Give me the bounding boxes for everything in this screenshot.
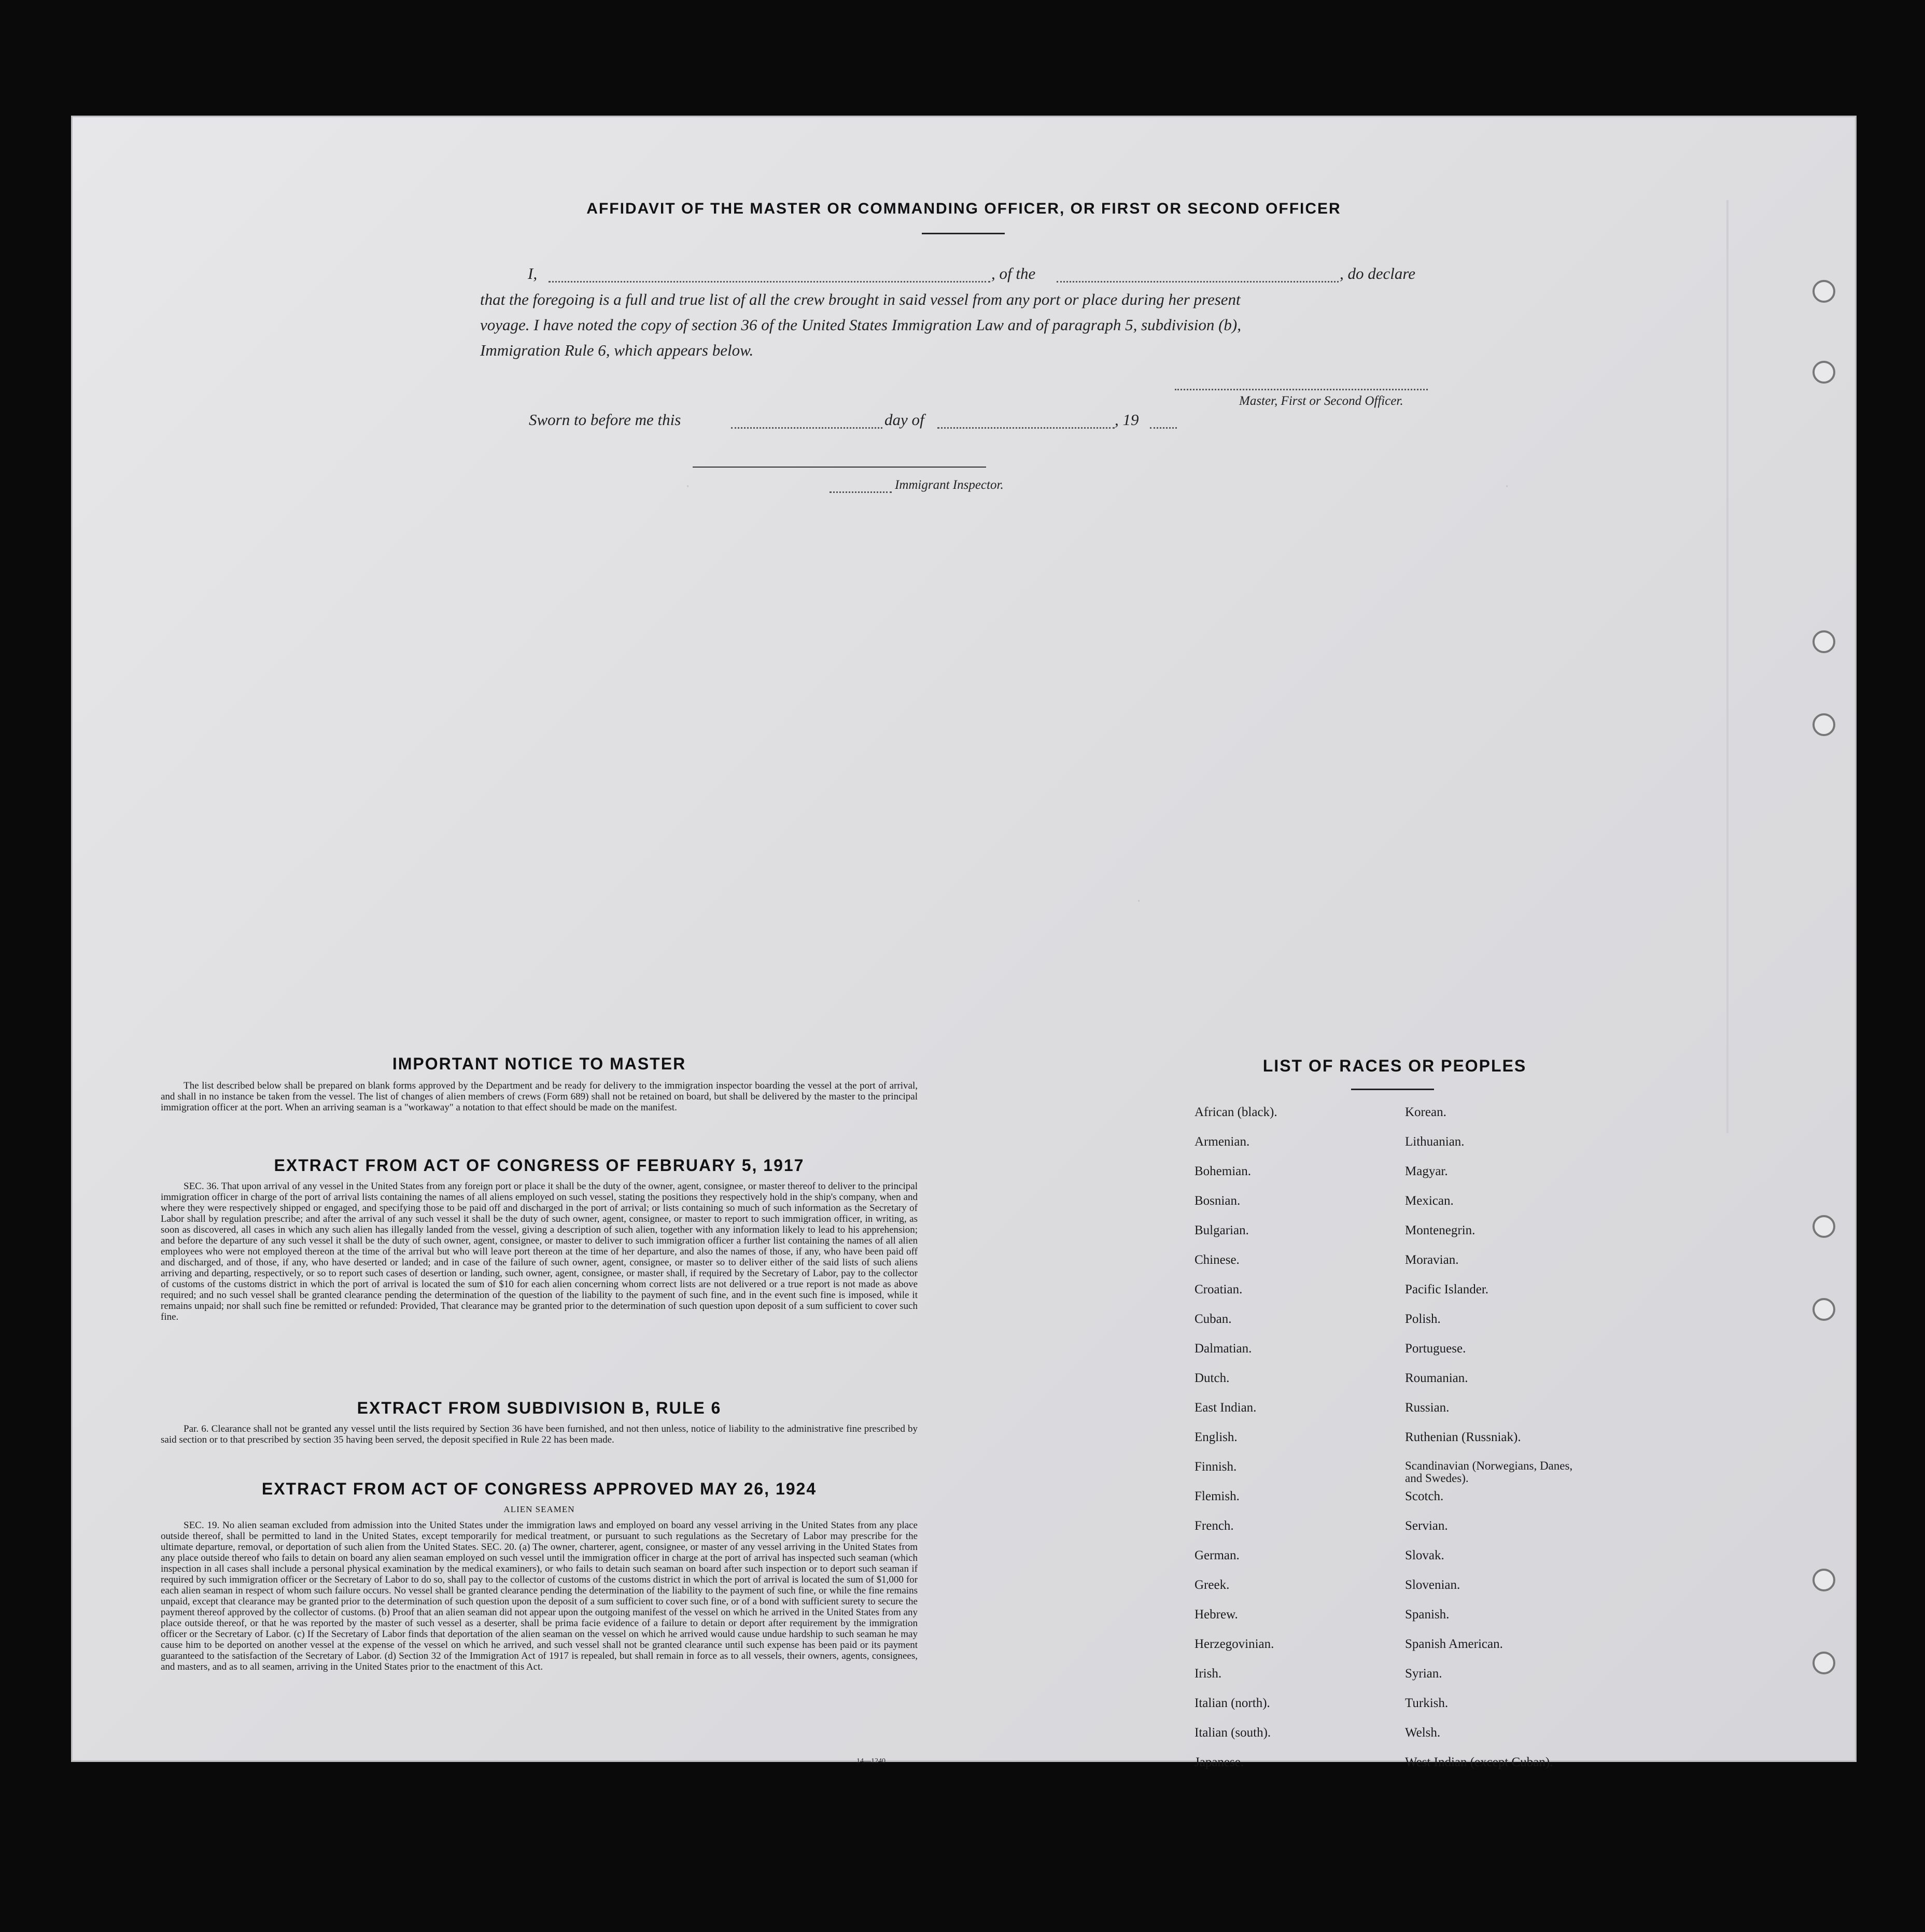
race-item: Croatian. <box>1195 1282 1243 1296</box>
bleed-through-mark: · <box>1504 480 1511 493</box>
race-item: Turkish. <box>1405 1696 1449 1710</box>
race-item: Greek. <box>1195 1578 1230 1592</box>
race-item: Mexican. <box>1405 1194 1454 1208</box>
race-item: Slovak. <box>1405 1548 1444 1562</box>
race-item: Armenian. <box>1195 1135 1250 1149</box>
binder-hole <box>1812 1569 1835 1591</box>
race-item: English. <box>1195 1430 1238 1444</box>
sworn-day-field[interactable] <box>731 427 882 429</box>
race-item: Spanish. <box>1405 1607 1450 1621</box>
race-item: Korean. <box>1405 1105 1446 1119</box>
master-signature-label: Master, First or Second Officer. <box>1239 394 1403 408</box>
extract-1917-body: SEC. 36. That upon arrival of any vessel in the United States from any foreign port or place it shall be the duty of the owner, agent, consignee, or master thereof to deliver to the principal immigration officer in charge of the port of arrival lists containing the names of all aliens employed on such vessel, stating the positions they respectively hold in the ship's company, when and where they were respectively shipped or engaged, and specifying those to be paid off and discharged in the port of arrival; or lists containing so much of such information as the Secretary of Labor shall by regulation prescribe; and after the arrival of any such vessel it shall be the duty of such owner, agent, consignee, or master to report to such immigration officer, in writing, as soon as discovered, all cases in which any such alien has illegally landed from the vessel, giving a description of such alien, together with any information likely to lead to his apprehension; and before the departure of any such vessel it shall be the duty of such owner, agent, consignee, or master to deliver to such immigration officer a further list containing the names of all alien employees who were not employed thereon at the time of the arrival but who will leave port thereon at the time of her departure, and also the names of those, if any, who have been paid off and discharged, and of those, if any, who have deserted or landed; and in case of the failure of such owner, agent, consignee, or master so to deliver either of the said lists of such aliens arriving and departing, respectively, or so to report such cases of desertion or landing, such owner, agent, consignee, or master shall, if required by the Secretary of Labor, pay to the collector of customs of the customs district in which the port of arrival is located the sum of $10 for each alien concerning whom correct lists are not delivered or a true report is not made as above required; and no such vessel shall be granted clearance pending the determination of the question of the liability to the payment of such fine, and in the event such fine is imposed, while it remains unpaid; nor shall such fine be remitted or refunded: Provided, That clearance may be granted prior to the determination of such question upon deposit of a sum sufficient to cover such fine. <box>161 1181 918 1322</box>
race-item: Polish. <box>1405 1312 1441 1326</box>
affidavit-do-declare: , do declare <box>1340 264 1416 283</box>
race-item: Servian. <box>1405 1519 1448 1533</box>
inspector-signature-line[interactable] <box>693 467 986 468</box>
race-item: Italian (north). <box>1195 1696 1270 1710</box>
race-item: Portuguese. <box>1405 1342 1466 1356</box>
race-item: Spanish American. <box>1405 1637 1503 1651</box>
binder-hole <box>1812 1215 1835 1238</box>
race-item: Welsh. <box>1405 1726 1441 1740</box>
race-item: Dutch. <box>1195 1371 1230 1385</box>
race-item: East Indian. <box>1195 1401 1257 1415</box>
race-item: Slovenian. <box>1405 1578 1460 1592</box>
vessel-name-field[interactable] <box>1057 281 1339 283</box>
binder-hole <box>1812 361 1835 384</box>
extract-1924-title: EXTRACT FROM ACT OF CONGRESS APPROVED MAY 26, 1924 <box>261 1479 817 1498</box>
race-item: African (black). <box>1195 1105 1277 1119</box>
race-item: Russian. <box>1405 1401 1450 1415</box>
race-item: Ruthenian (Russniak). <box>1405 1430 1521 1444</box>
form-number: 14—1240 <box>856 1757 886 1765</box>
inspector-signature-dots <box>830 491 892 493</box>
affidavit-line-3: voyage. I have noted the copy of section 36 of the United States Immigration Law and of paragraph 5, subdivision (b), <box>480 316 1241 334</box>
race-item: Pacific Islander. <box>1405 1282 1489 1296</box>
affidavit-of-the: , of the <box>991 264 1036 283</box>
races-title: LIST OF RACES OR PEOPLES <box>1262 1056 1527 1075</box>
affidavit-title: AFFIDAVIT OF THE MASTER OR COMMANDING OFFICER, OR FIRST OR SECOND OFFICER <box>586 200 1341 217</box>
binder-hole <box>1812 1652 1835 1674</box>
race-item: Cuban. <box>1195 1312 1232 1326</box>
sworn-month-field[interactable] <box>937 427 1115 429</box>
race-item: Bosnian. <box>1195 1194 1241 1208</box>
race-item: French. <box>1195 1519 1234 1533</box>
race-item: Scotch. <box>1405 1489 1444 1503</box>
extract-1924-subtitle: ALIEN SEAMEN <box>503 1504 575 1514</box>
sworn-prefix: Sworn to before me this <box>529 411 681 429</box>
sworn-year: , 19 <box>1115 411 1139 429</box>
race-item: Chinese. <box>1195 1253 1240 1267</box>
master-signature-field[interactable] <box>1175 389 1428 390</box>
extract-1917-title: EXTRACT FROM ACT OF CONGRESS OF FEBRUARY 5, 1917 <box>274 1156 805 1175</box>
races-title-underline <box>1351 1089 1434 1090</box>
notice-title: IMPORTANT NOTICE TO MASTER <box>392 1054 686 1073</box>
sworn-day-of: day of <box>884 411 924 429</box>
race-item: Montenegrin. <box>1405 1223 1476 1237</box>
extract-rule6-title: EXTRACT FROM SUBDIVISION B, RULE 6 <box>357 1399 722 1417</box>
race-item: Scandinavian (Norwegians, Danes, and Swedes). <box>1405 1459 1573 1485</box>
bleed-through-mark: · <box>684 480 692 493</box>
bleed-through-mark: · <box>1135 895 1143 908</box>
race-item: Irish. <box>1195 1667 1222 1681</box>
affidavit-line-2: that the foregoing is a full and true list of all the crew brought in said vessel from any port or place during her present <box>480 290 1241 308</box>
extract-rule6-body: Par. 6. Clearance shall not be granted any vessel until the lists required by Section 36 have been furnished, and not then unless, notice of liability to the administrative fine prescribed by said section or to that prescribed by section 35 having been served, the deposit specified in Rule 22 has been made. <box>161 1423 918 1445</box>
race-item: Dalmatian. <box>1195 1342 1252 1356</box>
inspector-label: Immigrant Inspector. <box>895 478 1004 492</box>
binder-hole <box>1812 713 1835 736</box>
race-item: Roumanian. <box>1405 1371 1468 1385</box>
notice-body: The list described below shall be prepared on blank forms approved by the Department and be ready for delivery to the immigration inspector boarding the vessel at the port of arrival, and shall in no instance be taken from the vessel. The list of changes of alien members of crews (Form 689) shall not be retained on board, but shall be delivered by the master to the principal immigration officer at the port. When an arriving seaman is a "workaway" a notation to that effect should be made on the manifest. <box>161 1080 918 1113</box>
affidavit-line-4: Immigration Rule 6, which appears below. <box>480 341 754 359</box>
race-item: Hebrew. <box>1195 1607 1238 1621</box>
title-underline <box>922 233 1005 234</box>
race-item: Flemish. <box>1195 1489 1240 1503</box>
race-item: German. <box>1195 1548 1240 1562</box>
race-item: West Indian (except Cuban). <box>1405 1755 1553 1769</box>
race-item: Moravian. <box>1405 1253 1459 1267</box>
race-item: Lithuanian. <box>1405 1135 1465 1149</box>
race-item: Japanese. <box>1195 1755 1244 1769</box>
race-item: Finnish. <box>1195 1460 1237 1474</box>
race-item: Herzegovinian. <box>1195 1637 1274 1651</box>
binder-hole <box>1812 280 1835 303</box>
race-item: Bulgarian. <box>1195 1223 1249 1237</box>
race-item: Bohemian. <box>1195 1164 1252 1178</box>
binder-hole <box>1812 1298 1835 1321</box>
sworn-year-field[interactable] <box>1150 427 1177 429</box>
race-item: Italian (south). <box>1195 1726 1271 1740</box>
master-name-field[interactable] <box>549 281 990 283</box>
extract-1924-body: SEC. 19. No alien seaman excluded from admission into the United States under the immigration laws and employed on board any vessel arriving in the United States from any place outside thereof, shall be permitted to land in the United States, except temporarily for medical treatment, or pursuant to such regulations as the Secretary of Labor may prescribe for the ultimate departure, removal, or deportation of such alien from the United States. SEC. 20. (a) The owner, charterer, agent, consignee, or master of any vessel arriving in the United States from any place outside thereof who fails to detain on board any alien seaman employed on such vessel until the immigration officer in charge at the port of arrival has inspected such seaman (which inspection in all cases shall include a personal physical examination by the medical examiners), or who fails to detain such seaman on board after such inspection or to deport such seaman if required by such immigration officer or the Secretary of Labor to do so, shall pay to the collector of customs of the customs district in which the port of arrival is located the sum of $1,000 for each alien seaman in respect of whom such failure occurs. No vessel shall be granted clearance pending the determination of the liability to the payment of such fine, or while the fine remains unpaid, except that clearance may be granted prior to the determination of such question upon the deposit of a sum sufficient to cover such fine, or of a bond with sufficient surety to secure the payment thereof approved by the collector of customs. (b) Proof that an alien seaman did not appear upon the outgoing manifest of the vessel on which he arrived in the United States from any place outside thereof, or that he was reported by the master of such vessel as a deserter, shall be prima facie evidence of a failure to detain or deport after requirement by the immigration officer or the Secretary of Labor. (c) If the Secretary of Labor finds that deportation of the alien seaman on the vessel on which he arrived would cause undue hardship to such seaman he may cause him to be deported on another vessel at the expense of the vessel on which he arrived, and such vessel shall not be granted clearance until such expense has been paid or its payment guaranteed to the satisfaction of the Secretary of Labor. (d) Section 32 of the Immigration Act of 1917 is repealed, but shall remain in force as to all vessels, their owners, agents, consignees, and masters, and as to all seamen, arriving in the United States prior to the enactment of this Act. <box>161 1520 918 1672</box>
form-sheet <box>73 117 1855 1769</box>
race-item: Magyar. <box>1405 1164 1448 1178</box>
bleed-through-rule <box>1726 200 1729 1133</box>
affidavit-i: I, <box>528 264 538 283</box>
binder-hole <box>1812 630 1835 653</box>
race-item: Syrian. <box>1405 1667 1442 1681</box>
